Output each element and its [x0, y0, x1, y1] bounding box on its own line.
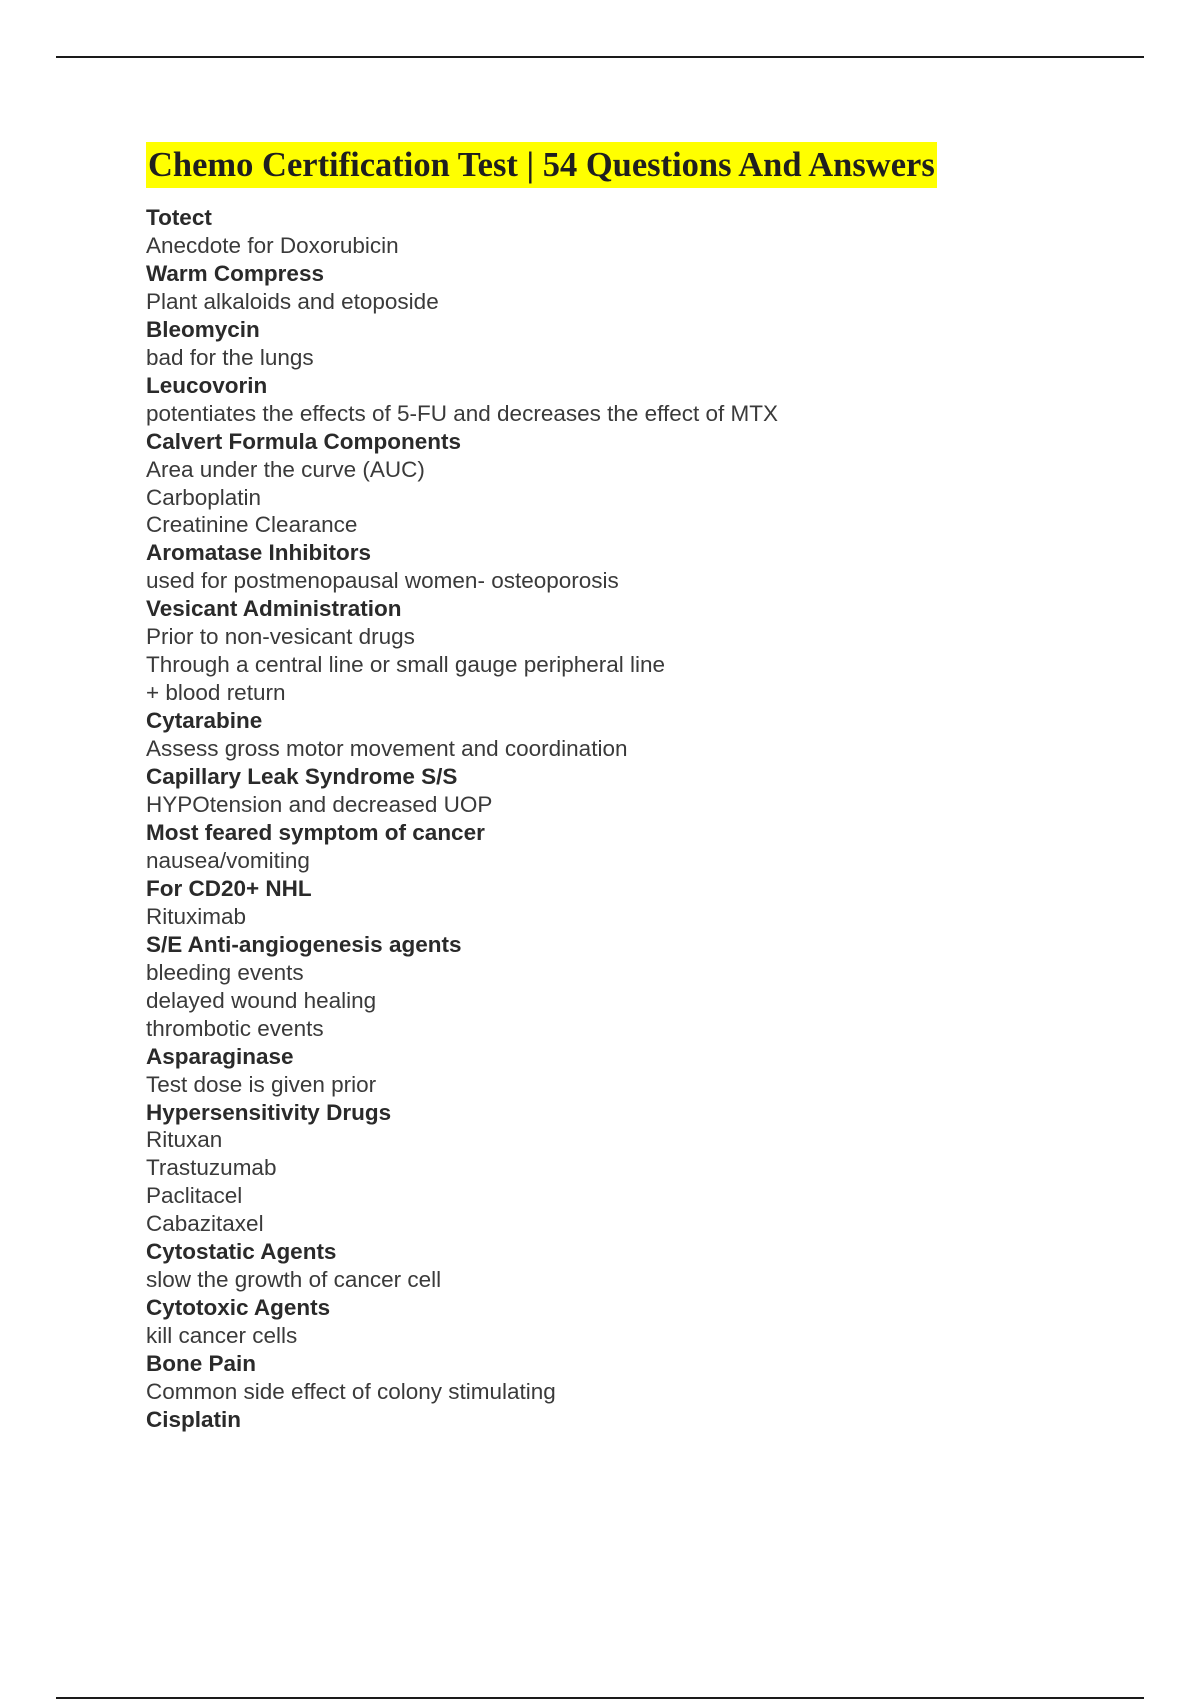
question-term: Cytotoxic Agents — [146, 1295, 331, 1321]
bottom-rule — [56, 1697, 1144, 1699]
answer-line: Cabazitaxel — [146, 1211, 264, 1237]
answer-line: Through a central line or small gauge peripheral line — [146, 652, 666, 678]
question-term: S/E Anti-angiogenesis agents — [146, 931, 462, 957]
qa-list — [146, 204, 1106, 1434]
answer-line: + blood return — [146, 680, 286, 706]
answer-line: Trastuzumab — [146, 1155, 277, 1181]
answer-line: used for postmenopausal women- osteoporosis — [146, 568, 619, 594]
answer-line: nausea/vomiting — [146, 847, 310, 873]
answer-line: Creatinine Clearance — [146, 512, 358, 538]
answer-line: delayed wound healing — [146, 987, 377, 1013]
answer-line: slow the growth of cancer cell — [146, 1267, 442, 1293]
answer-line: thrombotic events — [146, 1015, 324, 1041]
answer-line: Paclitacel — [146, 1183, 243, 1209]
question-term: Leucovorin — [146, 372, 268, 398]
answer-line: HYPOtension and decreased UOP — [146, 792, 493, 818]
document-body — [146, 142, 1106, 1434]
answer-line: Plant alkaloids and etoposide — [146, 288, 439, 314]
answer-line: Common side effect of colony stimulating — [146, 1379, 556, 1405]
answer-line: Rituximab — [146, 903, 247, 929]
answer-line: Prior to non-vesicant drugs — [146, 624, 415, 650]
question-term: Hypersensitivity Drugs — [146, 1099, 392, 1125]
question-term: Most feared symptom of cancer — [146, 819, 485, 845]
answer-line: potentiates the effects of 5-FU and decreases the effect of MTX — [146, 400, 779, 426]
top-rule — [56, 56, 1144, 58]
answer-line: Anecdote for Doxorubicin — [146, 232, 399, 258]
answer-line: kill cancer cells — [146, 1323, 298, 1349]
question-term: Bone Pain — [146, 1351, 257, 1377]
question-term: Warm Compress — [146, 260, 324, 286]
question-term: Aromatase Inhibitors — [146, 540, 372, 566]
answer-line: Test dose is given prior — [146, 1071, 377, 1097]
answer-line: bad for the lungs — [146, 344, 314, 370]
answer-line: Assess gross motor movement and coordination — [146, 736, 628, 762]
question-term: Capillary Leak Syndrome S/S — [146, 764, 458, 790]
question-term: Asparaginase — [146, 1043, 294, 1069]
answer-line: Rituxan — [146, 1127, 223, 1153]
question-term: Calvert Formula Components — [146, 428, 462, 454]
question-term: Cisplatin — [146, 1406, 242, 1432]
answer-line: Area under the curve (AUC) — [146, 456, 425, 482]
question-term: Bleomycin — [146, 316, 260, 342]
question-term: Cytarabine — [146, 708, 263, 734]
document-title: Chemo Certification Test | 54 Questions And Answers — [146, 142, 937, 188]
answer-line: Carboplatin — [146, 484, 262, 510]
question-term: Totect — [146, 205, 212, 230]
question-term: For CD20+ NHL — [146, 875, 312, 901]
answer-line: bleeding events — [146, 959, 304, 985]
question-term: Cytostatic Agents — [146, 1239, 337, 1265]
question-term: Vesicant Administration — [146, 596, 402, 622]
